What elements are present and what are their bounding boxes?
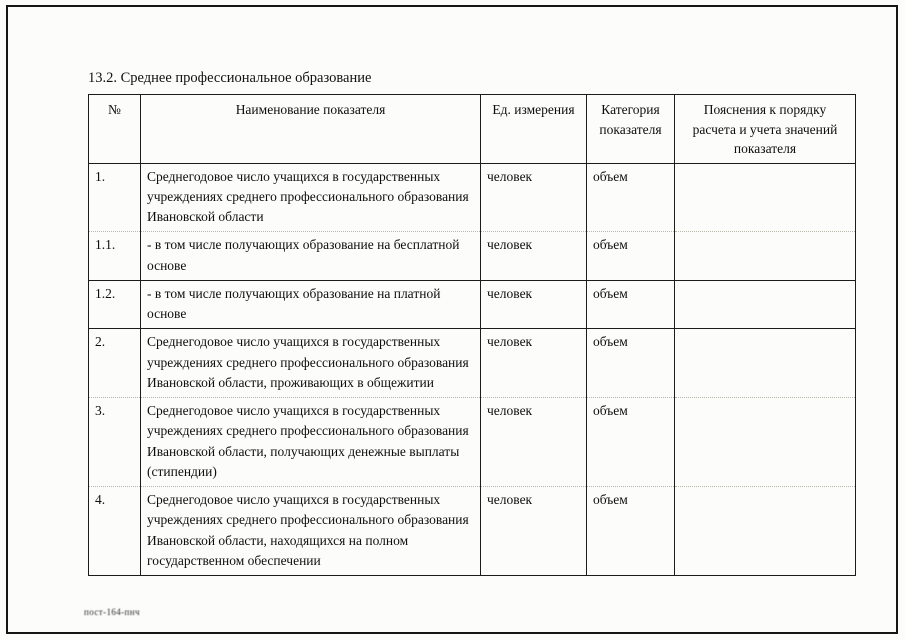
header-unit: Ед. измерения [481, 95, 587, 164]
row-num: 1.2. [89, 280, 141, 329]
indicators-table [88, 94, 856, 576]
table-header [89, 95, 856, 164]
table-row [89, 329, 856, 398]
row-notes [675, 329, 856, 398]
footer-stamp: пост-164-пнч [84, 607, 140, 617]
row-unit: человек [481, 163, 587, 232]
row-unit: человек [481, 232, 587, 281]
row-num: 2. [89, 329, 141, 398]
row-notes [675, 232, 856, 281]
header-name: Наименование показателя [141, 95, 481, 164]
row-name: - в том числе получающих образование на платной основе [141, 280, 481, 329]
header-notes: Пояснения к порядку расчета и учета значений показателя [675, 95, 856, 164]
table-row [89, 232, 856, 281]
table-header-row [89, 95, 856, 164]
table-row [89, 280, 856, 329]
row-notes [675, 280, 856, 329]
row-unit: человек [481, 487, 587, 576]
row-unit: человек [481, 329, 587, 398]
row-category: объем [587, 398, 675, 487]
table-body [89, 163, 856, 576]
row-name: - в том числе получающих образование на бесплатной основе [141, 232, 481, 281]
row-num: 1.1. [89, 232, 141, 281]
row-num: 3. [89, 398, 141, 487]
section-title: 13.2. Среднее профессиональное образование [88, 70, 372, 86]
table-row [89, 398, 856, 487]
row-category: объем [587, 487, 675, 576]
row-unit: человек [481, 398, 587, 487]
row-name: Среднегодовое число учащихся в государственных учреждениях среднего профессионального образования Ивановской области, проживающих в общежитии [141, 329, 481, 398]
header-num: № [89, 95, 141, 164]
table-row [89, 487, 856, 576]
row-num: 4. [89, 487, 141, 576]
row-category: объем [587, 280, 675, 329]
row-notes [675, 398, 856, 487]
row-notes [675, 163, 856, 232]
header-category: Категория показателя [587, 95, 675, 164]
row-num: 1. [89, 163, 141, 232]
row-category: объем [587, 163, 675, 232]
row-unit: человек [481, 280, 587, 329]
row-notes [675, 487, 856, 576]
row-name: Среднегодовое число учащихся в государственных учреждениях среднего профессионального образования Ивановской области, получающих денежные выплаты (стипендии) [141, 398, 481, 487]
row-category: объем [587, 329, 675, 398]
indicators-table-wrap [88, 94, 855, 576]
row-name: Среднегодовое число учащихся в государственных учреждениях среднего профессионального образования Ивановской области, находящихся на полном государственном обеспечении [141, 487, 481, 576]
table-row [89, 163, 856, 232]
row-name: Среднегодовое число учащихся в государственных учреждениях среднего профессионального образования Ивановской области [141, 163, 481, 232]
row-category: объем [587, 232, 675, 281]
